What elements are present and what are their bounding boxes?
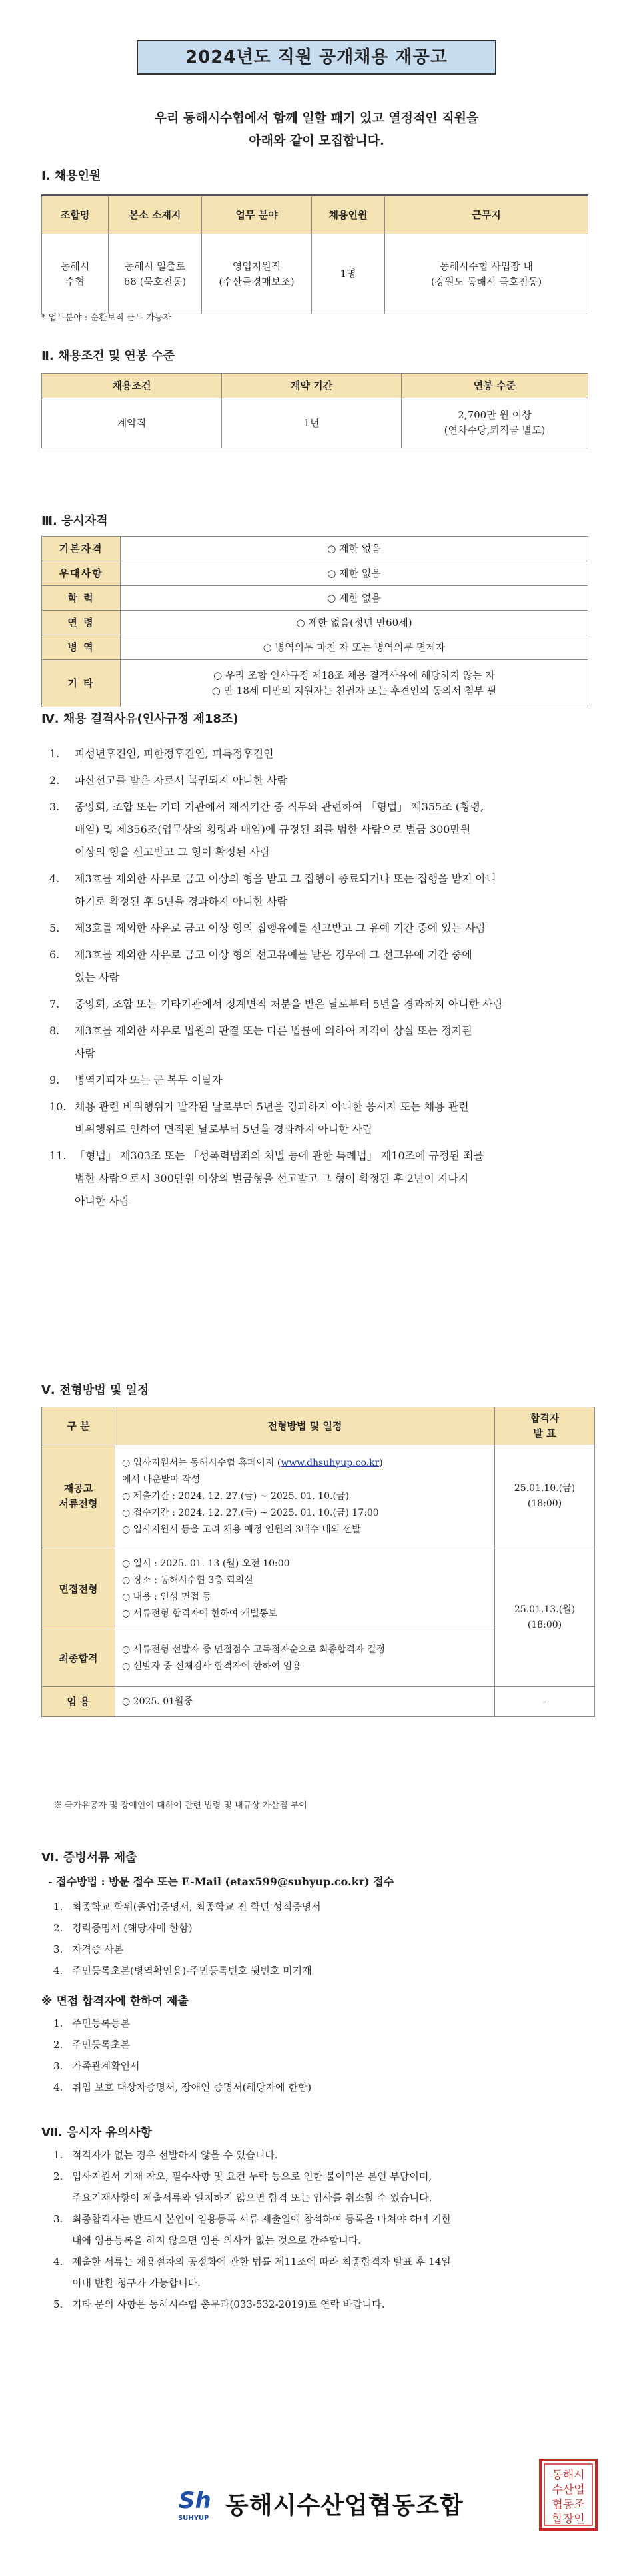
item-number: 3. xyxy=(53,2213,63,2225)
list-item xyxy=(41,1069,594,1092)
list-item xyxy=(48,1917,321,1939)
svg-text:수산업: 수산업 xyxy=(552,2483,585,2497)
item-line: 있는 사람 xyxy=(75,971,119,984)
list-item xyxy=(41,796,594,864)
list-item xyxy=(41,769,594,792)
item-line: 제3호를 제외한 사유로 금고 이상의 형을 받고 그 집행이 종료되거나 또는 집행을 받지 아니 xyxy=(75,872,496,885)
row-content: ○ 일시 : 2025. 01. 13 (월) 오전 10:00 ○ 장소 : 동해시수협 3층 회의실 ○ 내용 : 인성 면접 등 ○ 서류전형 합격자에 한하여 개별통보 xyxy=(115,1548,495,1630)
item-line: 비위행위로 인하여 면직된 날로부터 5년을 경과하지 아니한 사람 xyxy=(75,1123,373,1135)
interview-documents-list xyxy=(48,2013,311,2098)
list-item xyxy=(41,1020,594,1065)
list-item xyxy=(41,944,594,989)
row-value: ○ 제한 없음 xyxy=(121,586,588,611)
item-line: 제3호를 제외한 사유로 법원의 판결 또는 다른 법률에 의하여 자격이 상실 또는 정지된 xyxy=(75,1024,472,1037)
table-row xyxy=(42,537,588,561)
item-number: 4. xyxy=(53,2081,63,2093)
table-header-row xyxy=(42,1407,595,1445)
item-line: 제3호를 제외한 사유로 금고 이상 형의 선고유예를 받은 경우에 그 선고유예 기간 중에 xyxy=(75,948,472,961)
row-value: ○ 제한 없음(정년 만60세) xyxy=(121,611,588,635)
list-item xyxy=(48,2208,594,2251)
conditions-table xyxy=(41,373,588,448)
item-line: 주민등록초본 xyxy=(72,2039,130,2051)
item-line: 채용 관련 비위행위가 발각된 날로부터 5년을 경과하지 아니한 응시자 또는 채용 관련 xyxy=(75,1100,469,1113)
list-item xyxy=(48,2013,311,2034)
row-label: 최종합격 xyxy=(42,1630,115,1687)
table-header-row xyxy=(42,374,588,398)
row-content: ○ 입사지원서는 동해시수협 홈페이지 (www.dhsuhyup.co.kr) 에서 다운받아 작성 ○ 제출기간 : 2024. 12. 27.(금) ~ 2025. 01. 10.(금) ○ 접수기간 : 2024. 12. 27.(금) ~ 2025. 01. 10.(금) 17:00 ○ 입사지원서 등을 고려 채용 예정 인원의 3배수 내외 선발 xyxy=(115,1445,495,1548)
item-line: 자격증 사본 xyxy=(72,1943,124,1955)
table-row xyxy=(42,611,588,635)
item-line: 최종학교 학위(졸업)증명서, 최종학교 전 학년 성적증명서 xyxy=(72,1901,321,1913)
item-number: 4. xyxy=(49,872,60,885)
item-line: 사람 xyxy=(75,1047,95,1060)
schedule-table xyxy=(41,1407,595,1717)
item-number: 4. xyxy=(53,1965,63,1977)
item-line: 하기로 확정된 후 5년을 경과하지 아니한 사람 xyxy=(75,895,287,908)
item-line: 배임) 및 제356조(업무상의 횡령과 배임)에 규정된 죄를 범한 사람으로 벌금 300만원 xyxy=(75,823,471,836)
list-item xyxy=(48,2166,594,2208)
item-line: 주민등록초본(병역확인용)-주민등록번호 뒷번호 미기재 xyxy=(72,1965,312,1977)
cell-salary: 2,700만 원 이상 (연차수당,퇴직금 별도) xyxy=(402,398,588,448)
item-number: 1. xyxy=(49,747,60,760)
item-number: 5. xyxy=(53,2298,63,2310)
list-item xyxy=(48,2077,311,2098)
list-item xyxy=(41,1145,594,1213)
row-announce: 25.01.10.(금) (18:00) xyxy=(495,1445,595,1548)
list-item xyxy=(41,917,594,940)
table-row xyxy=(42,234,588,314)
table-header-row xyxy=(42,196,588,234)
item-line: 최종합격자는 반드시 본인이 임용등록 서류 제출일에 참석하여 등록을 마쳐야 하며 기한 xyxy=(72,2213,452,2225)
hiring-count-table xyxy=(41,194,588,314)
cell-condition: 계약직 xyxy=(42,398,222,448)
item-number: 5. xyxy=(49,922,60,934)
cell-count: 1명 xyxy=(312,234,385,314)
item-number: 3. xyxy=(49,801,60,813)
item-number: 2. xyxy=(53,2039,63,2051)
documents-list xyxy=(48,1896,321,1981)
row-label: 연 령 xyxy=(42,611,121,635)
svg-text:SUHYUP: SUHYUP xyxy=(178,2515,209,2522)
item-line: 취업 보호 대상자증명서, 장애인 증명서(해당자에 한함) xyxy=(72,2081,312,2093)
item-number: 3. xyxy=(53,2060,63,2072)
list-item xyxy=(48,2034,311,2055)
header-count: 채용인원 xyxy=(312,196,385,234)
item-line: 기타 문의 사항은 동해시수협 총무과(033-532-2019)로 연락 바랍니다. xyxy=(72,2298,385,2310)
row-value: ○ 제한 없음 xyxy=(121,561,588,586)
row-content: ○ 2025. 01월중 xyxy=(115,1687,495,1717)
section-2-title: Ⅱ. 채용조건 및 연봉 수준 xyxy=(41,349,175,363)
row-label: 재공고 서류전형 xyxy=(42,1445,115,1548)
table-row xyxy=(42,1445,595,1548)
row-label: 면접전형 xyxy=(42,1548,115,1630)
item-number: 6. xyxy=(49,948,60,961)
row-announce: 25.01.13.(월) (18:00) xyxy=(495,1548,595,1687)
item-number: 2. xyxy=(49,774,60,787)
header-org: 조합명 xyxy=(42,196,109,234)
list-item xyxy=(48,2144,594,2166)
suhyup-logo-icon xyxy=(176,2483,213,2523)
list-item xyxy=(48,1960,321,1981)
item-line: 중앙회, 조합 또는 기타 기관에서 재직기간 중 직무와 관련하여 「형법」 제355조 (횡령, xyxy=(75,801,484,813)
section-1-title: Ⅰ. 채용인원 xyxy=(41,169,101,183)
item-number: 4. xyxy=(53,2256,63,2268)
notice-list xyxy=(48,2144,594,2315)
row-label: 기본자격 xyxy=(42,537,121,561)
list-item xyxy=(48,1896,321,1917)
item-number: 11. xyxy=(49,1149,67,1162)
cell-period: 1년 xyxy=(222,398,402,448)
svg-text:Sh: Sh xyxy=(179,2487,211,2514)
item-number: 7. xyxy=(49,998,60,1010)
item-line: 경력증명서 (해당자에 한함) xyxy=(72,1922,193,1934)
intro-line-2: 아래와 같이 모집합니다. xyxy=(249,133,384,148)
section-5-title: Ⅴ. 전형방법 및 일정 xyxy=(41,1383,149,1397)
table-row xyxy=(42,1687,595,1717)
header-category: 구 분 xyxy=(42,1407,115,1445)
row-announce: - xyxy=(495,1687,595,1717)
row-label: 우대사항 xyxy=(42,561,121,586)
item-line: 중앙회, 조합 또는 기타기관에서 징계면직 처분을 받은 날로부터 5년을 경과하지 아니한 사람 xyxy=(75,998,504,1010)
header-announce: 합격자 발 표 xyxy=(495,1407,595,1445)
row-value: ○ 병역의무 마친 자 또는 병역의무 면제자 xyxy=(121,635,588,660)
section-6-title: Ⅵ. 증빙서류 제출 xyxy=(41,1851,137,1865)
list-item xyxy=(48,2251,594,2294)
item-number: 1. xyxy=(53,2017,63,2029)
organization-name: 동해시수산업협동조합 xyxy=(225,2492,464,2519)
item-line: 주민등록등본 xyxy=(72,2017,130,2029)
item-line: 적격자가 없는 경우 선발하지 않을 수 있습니다. xyxy=(72,2149,278,2161)
item-line: 범한 사람으로서 300만원 이상의 벌금형을 선고받고 그 형이 확정된 후 2년이 지나지 xyxy=(75,1172,469,1185)
section-5-note: ※ 국가유공자 및 장애인에 대하여 관련 법령 및 내규상 가산점 부여 xyxy=(53,1801,307,1811)
list-item xyxy=(48,2055,311,2077)
item-number: 2. xyxy=(53,2170,63,2182)
header-method: 전형방법 및 일정 xyxy=(115,1407,495,1445)
svg-text:동해시: 동해시 xyxy=(552,2469,585,2482)
table-row xyxy=(42,635,588,660)
cell-workplace: 동해시수협 사업장 내 (강원도 동해시 묵호진동) xyxy=(385,234,588,314)
cell-field: 영업지원직 (수산물경매보조) xyxy=(202,234,312,314)
section-4-title: Ⅳ. 채용 결격사유(인사규정 제18조) xyxy=(41,712,239,726)
table-row xyxy=(42,398,588,448)
row-label: 학 력 xyxy=(42,586,121,611)
item-line: 이상의 형을 선고받고 그 형이 확정된 사람 xyxy=(75,846,271,858)
item-number: 8. xyxy=(49,1024,60,1037)
table-row xyxy=(42,586,588,611)
item-line: 이내 반환 청구가 가능합니다. xyxy=(72,2277,201,2289)
homepage-link[interactable]: www.dhsuhyup.co.kr xyxy=(281,1457,380,1468)
item-line: 주요기재사항이 제출서류와 일치하지 않으면 합격 또는 입사를 취소할 수 있습니다. xyxy=(72,2192,432,2204)
item-line: 내에 임용등록을 하지 않으면 임용 의사가 없는 것으로 간주합니다. xyxy=(72,2234,362,2246)
item-number: 3. xyxy=(53,1943,63,1955)
notice-title: 2024년도 직원 공개채용 재공고 xyxy=(137,40,496,75)
item-line: 「형법」 제303조 또는 「성폭력범죄의 처벌 등에 관한 특례법」 제10조에 규정된 죄를 xyxy=(75,1149,484,1162)
row-content: ○ 서류전형 선발자 중 면접점수 고득점자순으로 최종합격자 결정 ○ 선발자 중 신체검사 합격자에 한하여 임용 xyxy=(115,1630,495,1687)
item-number: 9. xyxy=(49,1074,60,1086)
cell-org: 동해시 수협 xyxy=(42,234,109,314)
intro-text xyxy=(0,107,633,152)
list-item xyxy=(41,1096,594,1141)
disqualification-list xyxy=(41,743,594,1217)
header-address: 본소 소재지 xyxy=(109,196,202,234)
table-row xyxy=(42,561,588,586)
item-number: 2. xyxy=(53,1922,63,1934)
header-salary: 연봉 수준 xyxy=(402,374,588,398)
table-row xyxy=(42,1548,595,1630)
item-line: 피성년후견인, 피한정후견인, 피특정후견인 xyxy=(75,747,274,760)
intro-line-1: 우리 동해시수협에서 함께 일할 패기 있고 열정적인 직원을 xyxy=(154,111,479,125)
item-number: 1. xyxy=(53,2149,63,2161)
official-seal-icon xyxy=(538,2457,599,2532)
list-item xyxy=(41,743,594,765)
list-item xyxy=(48,1939,321,1960)
item-line: 제3호를 제외한 사유로 금고 이상 형의 집행유예를 선고받고 그 유예 기간 중에 있는 사람 xyxy=(75,922,486,934)
item-line: 병역기피자 또는 군 복무 이탈자 xyxy=(75,1074,223,1086)
item-number: 1. xyxy=(53,1901,63,1913)
section-1-note: * 업무분야 : 순환보직 근무 가능자 xyxy=(41,313,171,323)
item-line: 제출한 서류는 채용절차의 공정화에 관한 법률 제11조에 따라 최종합격자 발표 후 14일 xyxy=(72,2256,451,2268)
list-item xyxy=(48,2294,594,2315)
item-number: 10. xyxy=(49,1100,67,1113)
row-label: 임 용 xyxy=(42,1687,115,1717)
header-field: 업무 분야 xyxy=(202,196,312,234)
row-label: 기 타 xyxy=(42,660,121,707)
row-label: 병 역 xyxy=(42,635,121,660)
qualification-table xyxy=(41,536,588,707)
header-workplace: 근무지 xyxy=(385,196,588,234)
section-3-title: Ⅲ. 응시자격 xyxy=(41,514,108,528)
header-condition: 채용조건 xyxy=(42,374,222,398)
item-line: 파산선고를 받은 자로서 복권되지 아니한 사람 xyxy=(75,774,288,787)
item-line: 입사지원서 기재 착오, 필수사항 및 요건 누락 등으로 인한 불이익은 본인 부담이며, xyxy=(72,2170,432,2182)
list-item xyxy=(41,993,594,1016)
interview-docs-title: ※ 면접 합격자에 한하여 제출 xyxy=(41,1995,189,2008)
item-line: 아니한 사람 xyxy=(75,1195,130,1207)
cell-address: 동해시 일출로 68 (묵호진동) xyxy=(109,234,202,314)
svg-text:합장인: 합장인 xyxy=(552,2513,585,2526)
list-item xyxy=(41,868,594,913)
table-row xyxy=(42,660,588,707)
row-value: ○ 우리 조합 인사규정 제18조 채용 결격사유에 해당하지 않는 자 ○ 만 18세 미만의 지원자는 친권자 또는 후견인의 동의서 첨부 필 xyxy=(121,660,588,707)
item-line: 가족관계확인서 xyxy=(72,2060,140,2072)
section-7-title: Ⅶ. 응시자 유의사항 xyxy=(41,2126,153,2140)
svg-text:협동조: 협동조 xyxy=(552,2498,585,2511)
submission-method: - 접수방법 : 방문 접수 또는 E-Mail (etax599@suhyup.co.kr) 접수 xyxy=(48,1875,394,1888)
header-period: 계약 기간 xyxy=(222,374,402,398)
row-value: ○ 제한 없음 xyxy=(121,537,588,561)
